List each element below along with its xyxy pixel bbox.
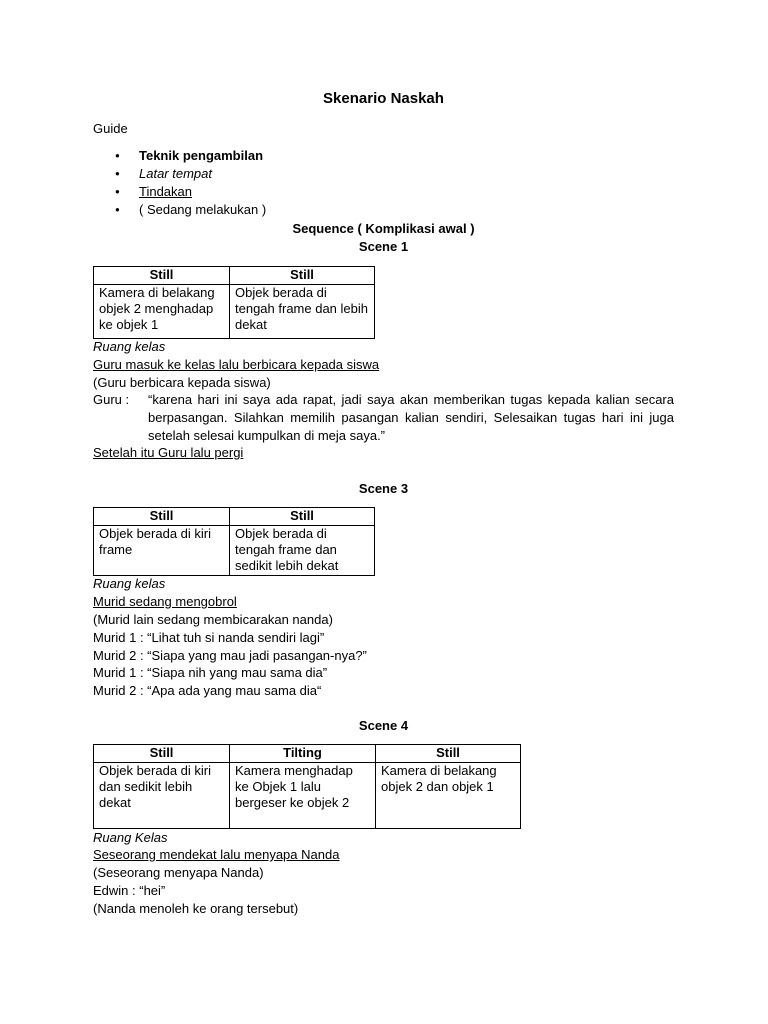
- document-title: Skenario Naskah: [323, 90, 444, 107]
- guide-list: [93, 147, 266, 219]
- scene4-location: Ruang Kelas: [93, 830, 168, 845]
- scene3-heading: Scene 3: [358, 481, 409, 496]
- shot-header: Still: [94, 267, 230, 285]
- scene3-dialogue-line: Murid 1 : “Lihat tuh si nanda sendiri lagi”: [93, 630, 325, 645]
- scene3-shot-table: [93, 507, 375, 576]
- shot-cell: Objek berada di tengah frame dan sedikit lebih dekat: [230, 526, 375, 576]
- guide-item-action: [93, 183, 266, 201]
- dialogue-speaker: Guru :: [93, 392, 130, 407]
- shot-header: Still: [94, 745, 230, 763]
- sequence-heading: Sequence ( Komplikasi awal ): [292, 221, 475, 236]
- guide-label: Guide: [93, 121, 128, 136]
- guide-item-technique: [93, 147, 266, 165]
- shot-cell: Kamera di belakang objek 2 menghadap ke objek 1: [94, 285, 230, 339]
- scene3-dialogue-line: Murid 1 : “Siapa nih yang mau sama dia”: [93, 665, 328, 680]
- shot-header: Still: [376, 745, 521, 763]
- shot-header: Tilting: [230, 745, 376, 763]
- scene4-parenthetical: (Seseorang menyapa Nanda): [93, 865, 264, 880]
- scene3-location: Ruang kelas: [93, 576, 166, 591]
- scene4-dialogue-line: Edwin : “hei”: [93, 883, 166, 898]
- shot-header: Still: [230, 267, 375, 285]
- dialogue-text: “karena hari ini saya ada rapat, jadi saya akan memberikan tugas kepada kalian secara berpasangan. Silahkan memilih pasangan kalian sendiri, Selesaikan tugas hari ini juga setelah selesai kumpulkan di meja saya.”: [148, 392, 674, 443]
- scene1-action: Guru masuk ke kelas lalu berbicara kepada siswa: [93, 357, 380, 372]
- scene1-parenthetical: (Guru berbicara kepada siswa): [93, 375, 271, 390]
- scene4-shot-table: [93, 744, 521, 829]
- scene1-heading: Scene 1: [358, 239, 409, 254]
- guide-item-label: Tindakan: [139, 184, 192, 199]
- shot-cell: Objek berada di tengah frame dan lebih dekat: [230, 285, 375, 339]
- shot-cell: Kamera di belakang objek 2 dan objek 1: [376, 763, 521, 829]
- scene4-action: Seseorang mendekat lalu menyapa Nanda: [93, 847, 340, 862]
- scene4-heading: Scene 4: [358, 718, 409, 733]
- guide-item-label: ( Sedang melakukan ): [139, 202, 267, 217]
- scene4-parenthetical-2: (Nanda menoleh ke orang tersebut): [93, 901, 299, 916]
- guide-item-doing: [93, 201, 266, 219]
- scene3-dialogue-line: Murid 2 : “Siapa yang mau jadi pasangan-nya?”: [93, 648, 367, 663]
- shot-header: Still: [230, 508, 375, 526]
- guide-item-location: [93, 165, 266, 183]
- scene1-location: Ruang kelas: [93, 339, 166, 354]
- shot-header: Still: [94, 508, 230, 526]
- guide-item-label: Latar tempat: [139, 166, 212, 181]
- shot-cell: Kamera menghadap ke Objek 1 lalu bergeser ke objek 2: [230, 763, 376, 829]
- scene3-action: Murid sedang mengobrol: [93, 594, 237, 609]
- scene1-after: Setelah itu Guru lalu pergi: [93, 445, 244, 460]
- scene3-dialogue-line: Murid 2 : “Apa ada yang mau sama dia“: [93, 683, 322, 698]
- scene1-dialogue: [93, 391, 674, 445]
- scene1-shot-table: [93, 266, 375, 339]
- guide-item-label: Teknik pengambilan: [139, 148, 264, 163]
- scene3-parenthetical: (Murid lain sedang membicarakan nanda): [93, 612, 333, 627]
- shot-cell: Objek berada di kiri frame: [94, 526, 230, 576]
- shot-cell: Objek berada di kiri dan sedikit lebih dekat: [94, 763, 230, 829]
